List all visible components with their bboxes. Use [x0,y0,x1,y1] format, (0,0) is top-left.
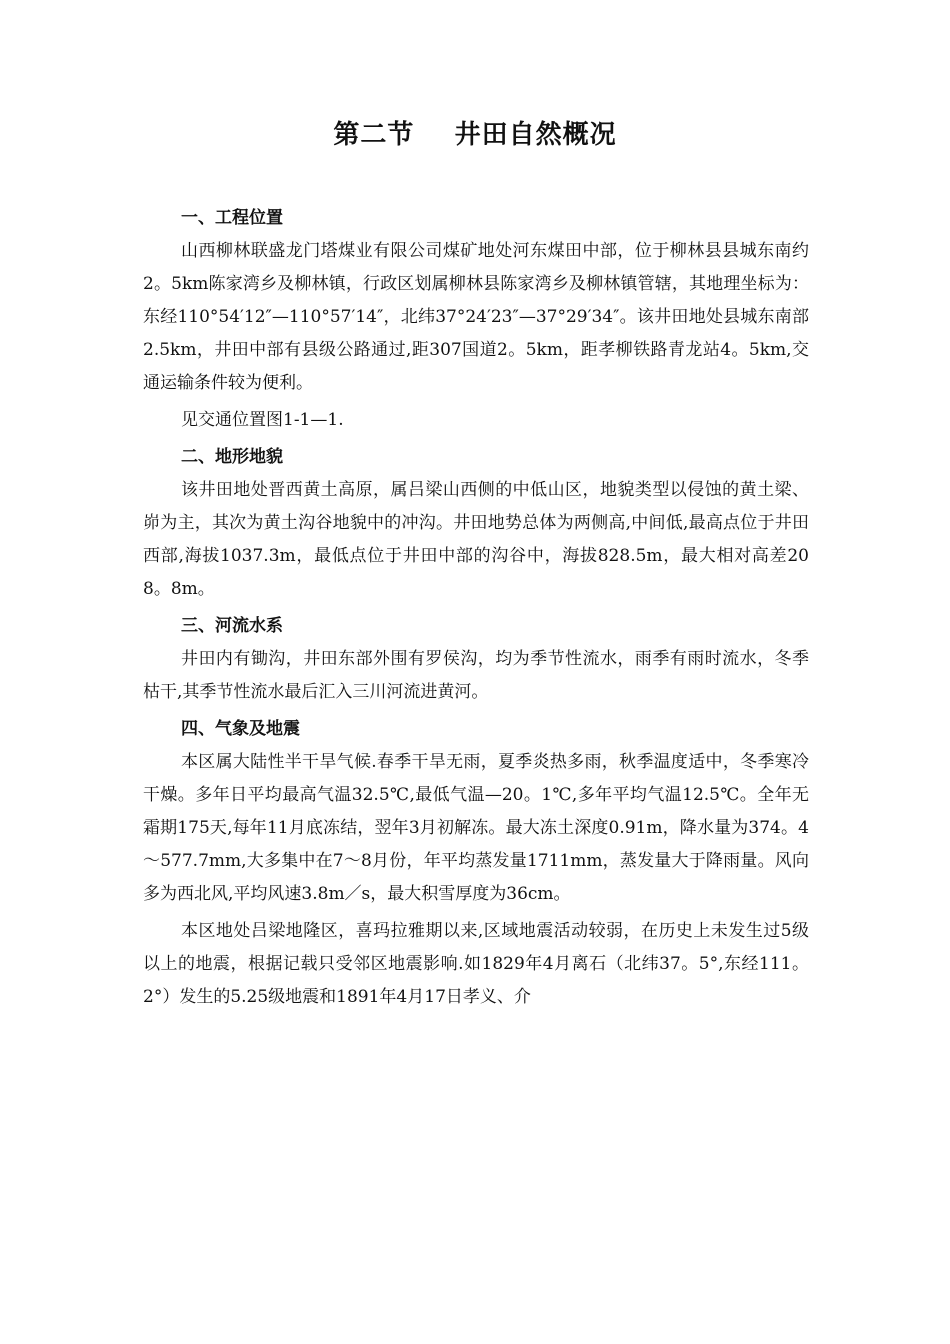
paragraph-climate: 本区属大陆性半干旱气候.春季干旱无雨，夏季炎热多雨，秋季温度适中，冬季寒冷干燥。多年日平均最高气温32.5℃,最低气温—20。1℃,多年平均气温12.5℃。全年无霜期175天,每年11月底冻结，翌年3月初解冻。最大冻土深度0.91m，降水量为374。4～577.7mm,大多集中在7～8月份，年平均蒸发量1711mm，蒸发量大于降雨量。风向多为西北风,平均风速3.8m／s，最大积雪厚度为36cm。 [143,752,809,904]
paragraph-location-map-ref: 见交通位置图1-1—1. [181,410,344,430]
paragraph-rivers: 井田内有锄沟，井田东部外围有罗侯沟，均为季节性流水，雨季有雨时流水，冬季枯干,其季节性流水最后汇入三川河流进黄河。 [143,649,809,702]
paragraph-terrain: 该井田地处晋西黄土高原，属吕梁山西侧的中低山区，地貌类型以侵蚀的黄土梁、峁为主，其次为黄土沟谷地貌中的冲沟。井田地势总体为两侧高,中间低,最高点位于井田西部,海拔1037.3m，最低点位于井田中部的沟谷中，海拔828.5m，最大相对高差208。8m。 [143,480,809,599]
paragraph-seismic: 本区地处吕梁地隆区，喜玛拉雅期以来,区域地震活动较弱，在历史上未发生过5级以上的地震，根据记载只受邻区地震影响.如1829年4月离石（北纬37。5°,东经111。2°）发生的5.25级地震和1891年4月17日孝义、介 [143,921,809,1007]
paragraph-location: 山西柳林联盛龙门塔煤业有限公司煤矿地处河东煤田中部，位于柳林县县城东南约2。5km陈家湾乡及柳林镇，行政区划属柳林县陈家湾乡及柳林镇管辖，其地理坐标为：东经110°54′12″—110°57′14″，北纬37°24′23″—37°29′34″。该井田地处县城东南部2.5km，井田中部有县级公路通过,距307国道2。5km，距孝柳铁路青龙站4。5km,交通运输条件较为便利。 [143,241,809,393]
section-heading-rivers: 三、河流水系 [181,616,283,636]
document-body [143,202,809,1019]
section-heading-location: 一、工程位置 [181,208,283,228]
section-heading-climate-seismic: 四、气象及地震 [181,719,300,739]
page-title: 第二节 井田自然概况 [333,120,617,150]
section-heading-terrain: 二、地形地貌 [181,447,283,467]
